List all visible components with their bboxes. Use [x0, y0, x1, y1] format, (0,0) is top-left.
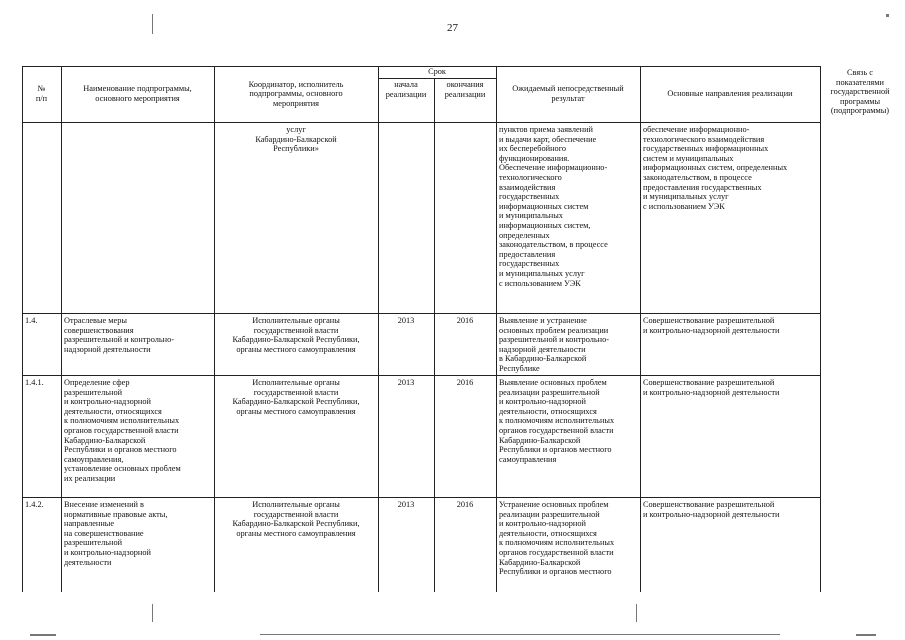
- cell-indicator-link: [820, 376, 900, 497]
- cell-coordinator: услуг Кабардино-Балкарской Республики»: [255, 125, 337, 154]
- cell-directions: обеспечение информационно- технологического взаимодействия государственных информационных систем и муниципальных информационных систем, определенных законодательством, в процессе предоставления государственных и муниципальных услуг с использованием УЭК: [643, 125, 788, 211]
- header-term: Срок: [428, 67, 446, 77]
- header-end: окончания реализации: [444, 80, 486, 99]
- cell-indicator-link: [820, 314, 900, 375]
- cell-name: Определение сфер разрешительной и контрольно-надзорной деятельности, относящихся к полномочиям исполнительных органов государственной власти Кабардино-Балкарской Республики и органов местного самоуправления, установление основных проблем их реализации: [64, 378, 181, 483]
- cell-directions: Совершенствование разрешительной и контрольно-надзорной деятельности: [643, 378, 780, 397]
- cell-num: [22, 123, 61, 313]
- page-number: 27: [447, 22, 458, 34]
- cell-start: 2013: [397, 316, 415, 325]
- cell-indicator-link: [820, 498, 900, 592]
- scan-mark: [260, 634, 780, 635]
- cell-coordinator: Исполнительные органы государственной власти Кабардино-Балкарской Республики, органы местного самоуправления: [232, 500, 360, 538]
- cell-start: 2013: [397, 378, 415, 387]
- cell-name: Отраслевые меры совершенствования разрешительной и контрольно- надзорной деятельности: [64, 316, 175, 354]
- cell-start: [378, 123, 434, 313]
- cell-name: Внесение изменений в нормативные правовые акты, направленные на совершенствование разрешительной и контрольно-надзорной деятельности: [64, 500, 168, 567]
- cell-start: 2013: [397, 500, 415, 509]
- cell-indicator-link: [820, 123, 900, 313]
- cell-num: 1.4.2.: [25, 500, 44, 509]
- header-name: Наименование подпрограммы, основного мероприятия: [83, 84, 192, 103]
- cell-end: 2016: [456, 500, 474, 509]
- header-expected-result: Ожидаемый непосредственный результат: [512, 84, 624, 103]
- cell-end: 2016: [456, 316, 474, 325]
- scan-mark: [30, 634, 56, 636]
- cell-directions: Совершенствование разрешительной и контрольно-надзорной деятельности: [643, 500, 780, 519]
- cell-name: [61, 123, 214, 313]
- scan-mark: [152, 604, 153, 622]
- cell-directions: Совершенствование разрешительной и контрольно-надзорной деятельности: [643, 316, 780, 335]
- cell-expected-result: Устранение основных проблем реализации разрешительной и контрольно-надзорной деятельности, относящихся к полномочиям исполнительных органов государственной власти Кабардино-Балкарской Республики и органов местного: [499, 500, 615, 577]
- scan-mark: [636, 604, 637, 622]
- cell-expected-result: Выявление и устранение основных проблем реализации разрешительной и контрольно- надзорной деятельности в Кабардино-Балкарской Республике: [499, 316, 610, 373]
- cell-coordinator: Исполнительные органы государственной власти Кабардино-Балкарской Республики, органы местного самоуправления: [232, 316, 360, 354]
- scan-mark: [856, 634, 876, 636]
- cell-coordinator: Исполнительные органы государственной власти Кабардино-Балкарской Республики, органы местного самоуправления: [232, 378, 360, 416]
- scan-mark: [886, 14, 889, 17]
- cell-num: 1.4.: [25, 316, 38, 325]
- header-coordinator: Координатор, исполнитель подпрограммы, основного мероприятия: [248, 79, 344, 108]
- header-num: № п/п: [35, 84, 48, 103]
- scan-mark: [152, 14, 153, 34]
- cell-end: [434, 123, 496, 313]
- header-start: начала реализации: [385, 80, 427, 99]
- header-directions: Основные направления реализации: [667, 89, 793, 99]
- cell-expected-result: Выявление основных проблем реализации разрешительной и контрольно-надзорной деятельности, относящихся к полномочиям исполнительных органов государственной власти Кабардино-Балкарской Республики и органов местного самоуправления: [499, 378, 615, 464]
- header-indicator-link: Связь с показателями государственной программы (подпрограммы): [830, 68, 890, 116]
- cell-end: 2016: [456, 378, 474, 387]
- cell-expected-result: пунктов приема заявлений и выдачи карт, обеспечение их бесперебойного функционирования. Обеспечение информационно- технологического взаимодействия государственных информационных систем и муниципальных информационных систем, определенных законодательством, в процессе предоставления государственных и муниципальных услуг с использованием УЭК: [499, 125, 608, 288]
- cell-num: 1.4.1.: [25, 378, 44, 387]
